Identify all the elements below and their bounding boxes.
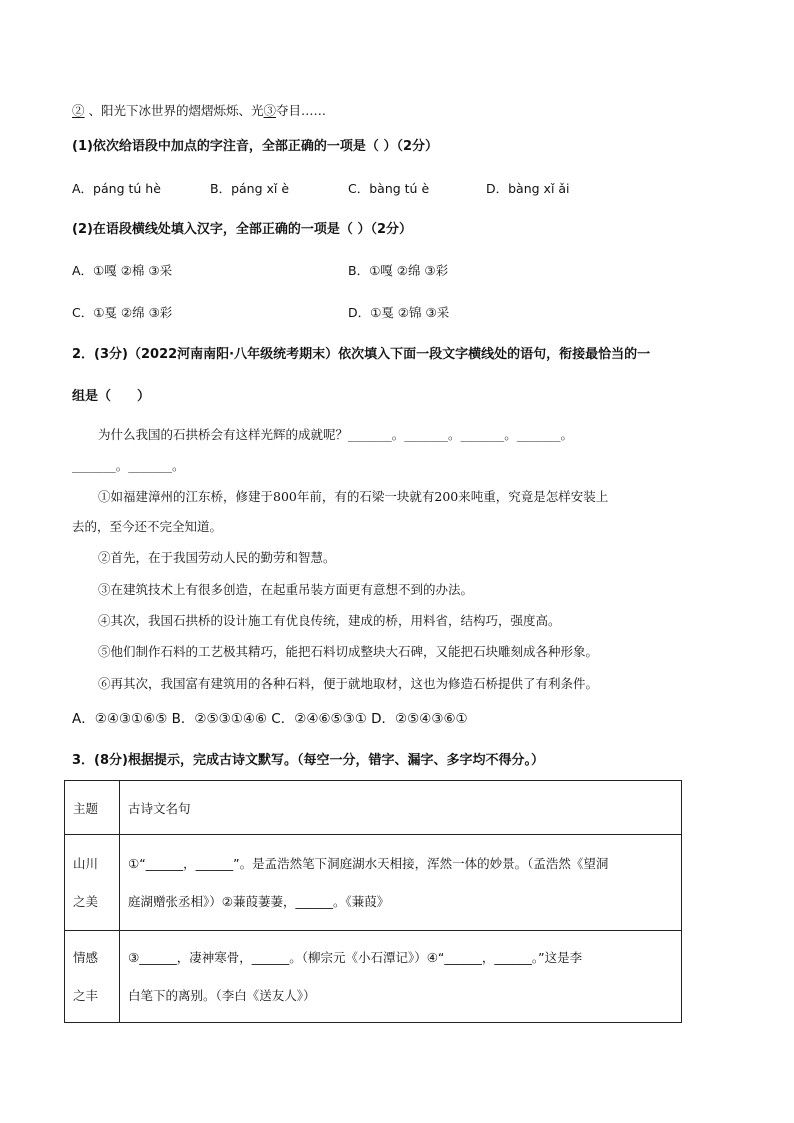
blank-3: ③ <box>263 103 277 118</box>
theme-cell <box>65 835 120 931</box>
intro-text: 、阳光下冰世界的熠熠烁烁、光 <box>84 103 264 118</box>
header-theme: 主题 <box>65 781 120 835</box>
q2-sentence-3: ③在建筑技术上有很多创造，在起重吊装方面更有意想不到的办法。 <box>98 582 474 597</box>
poem-table <box>64 780 682 1023</box>
q2-sentence-4: ④其次，我国石拱桥的设计施工有优良传统，建成的桥，用料省，结构巧，强度高。 <box>98 613 561 628</box>
q2-options[interactable]: A．②④③①⑥⑤ B．②⑤③①④⑥ C．②④⑥⑤③① D．②⑤④③⑥① <box>72 711 468 727</box>
q1-2-option-a[interactable]: A．①嘎 ②棉 ③采 <box>72 263 173 278</box>
q1-1-option-c[interactable]: C．bàng tú è <box>348 181 430 196</box>
intro-line <box>72 102 326 120</box>
table-row <box>65 931 682 1023</box>
q3-stem: 3．(8分)根据提示，完成古诗文默写。（每空一分，错字、漏字、多字均不得分。） <box>72 753 544 768</box>
content-line: ①“______，______”。是孟浩然笔下洞庭湖水天相接，浑然一体的妙景。（孟浩然《望洞 <box>128 855 609 871</box>
q1-1-option-a[interactable]: A．páng tú hè <box>72 181 161 196</box>
content-line: 白笔下的离别。（李白《送友人》） <box>128 987 316 1003</box>
header-lines: 古诗文名句 <box>120 781 682 835</box>
theme-line: 情感 <box>73 949 99 965</box>
q2-sentence-5: ⑤他们制作石料的工艺极其精巧，能把石料切成整块大石碑，又能把石块雕刻成各种形象。 <box>98 644 599 659</box>
q2-passage-line2: _______。_______。 <box>72 458 185 473</box>
q2-passage-line1: 为什么我国的石拱桥会有这样光辉的成就呢？_______。_______。_______。_______。 <box>98 427 574 442</box>
theme-line: 山川 <box>73 855 99 871</box>
q1-1-stem: (1)依次给语段中加点的字注音，全部正确的一项是（ ）（2分） <box>72 139 438 154</box>
theme-line: 之丰 <box>73 987 99 1003</box>
q1-1-option-d[interactable]: D．bàng xǐ ǎi <box>486 181 570 196</box>
content-line: 庭湖赠张丞相》）②蒹葭萋萋，______。《蒹葭》 <box>128 893 390 909</box>
q1-2-option-c[interactable]: C．①戛 ②绵 ③彩 <box>72 305 173 320</box>
theme-line: 之美 <box>73 893 99 909</box>
blank-2: ② <box>72 103 85 118</box>
q2-sentence-1-cont: 去的，至今还不完全知道。 <box>72 519 223 534</box>
content-line: ③______，凄神寒骨，______。（柳宗元《小石潭记》）④“______，______。”这是李 <box>128 949 583 965</box>
q2-sentence-6: ⑥再其次，我国富有建筑用的各种石料，便于就地取材，这也为修造石桥提供了有利条件。 <box>98 676 599 691</box>
q2-stem-line2: 组是（ ） <box>72 389 151 404</box>
content-cell[interactable] <box>120 931 682 1023</box>
q2-stem-line1: 2．(3分)（2022河南南阳·八年级统考期末）依次填入下面一段文字横线处的语句，衔接最恰当的一 <box>72 347 651 362</box>
q2-sentence-2: ②首先，在于我国劳动人民的勤劳和智慧。 <box>98 550 336 565</box>
q1-1-option-b[interactable]: B．páng xǐ è <box>210 181 290 196</box>
table-header-row <box>65 781 682 835</box>
q1-2-option-b[interactable]: B．①嘎 ②绵 ③彩 <box>348 263 449 278</box>
content-cell[interactable] <box>120 835 682 931</box>
q1-2-stem: (2)在语段横线处填入汉字，全部正确的一项是（ ）（2分） <box>72 222 412 237</box>
q1-2-option-d[interactable]: D．①戛 ②锦 ③采 <box>348 305 450 320</box>
q2-sentence-1: ①如福建漳州的江东桥，修建于800年前，有的石梁一块就有200来吨重，究竟是怎样安装上 <box>98 489 609 504</box>
table-row <box>65 835 682 931</box>
intro-end: 夺目…… <box>276 103 327 118</box>
theme-cell <box>65 931 120 1023</box>
